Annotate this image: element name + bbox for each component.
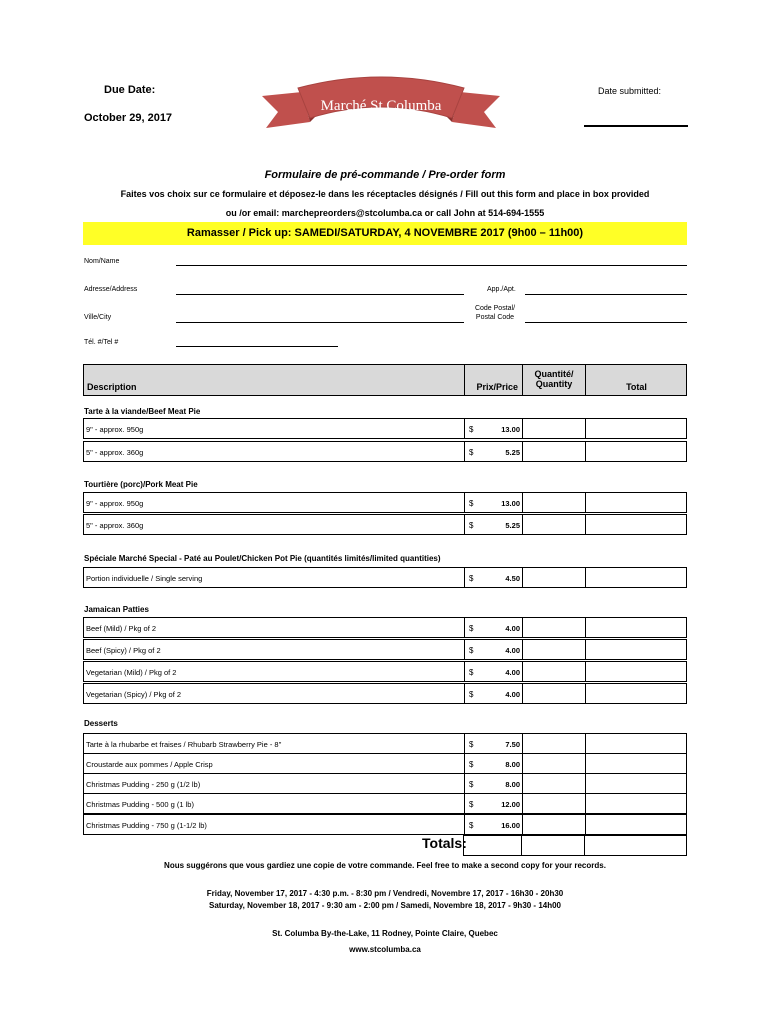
- copy-note: Nous suggérons que vous gardiez une copie de votre commande. Feel free to make a second copy for your records.: [164, 861, 606, 870]
- table-row: [83, 773, 687, 794]
- city-label: Ville/City: [84, 314, 112, 321]
- section-title: Tarte à la viande/Beef Meat Pie: [84, 407, 201, 416]
- currency-sign: $: [469, 425, 474, 434]
- website: www.stcolumba.ca: [349, 945, 421, 954]
- item-description: Vegetarian (Spicy) / Pkg of 2: [86, 690, 182, 699]
- table-row: [83, 793, 687, 814]
- item-description: 5" - approx. 360g: [86, 521, 144, 530]
- quantity-input[interactable]: [523, 734, 585, 753]
- table-row: [83, 492, 687, 513]
- instructions-line-1: Faites vos choix sur ce formulaire et déposez-le dans les réceptacles désignés / Fill out this form and place in box provided: [120, 189, 650, 199]
- item-description: Tarte à la rhubarbe et fraises / Rhubarb Strawberry Pie - 8'': [86, 740, 282, 749]
- quantity-input[interactable]: [523, 684, 585, 703]
- header-quantity-1: Quantité/: [534, 369, 574, 379]
- total-quantity-input[interactable]: [522, 836, 585, 855]
- item-price: 4.00: [505, 646, 520, 655]
- instructions-line-2: ou /or email: marchepreorders@stcolumba.ca or call John at 514-694-1555: [225, 208, 545, 218]
- postal-label-1: Code Postal/: [474, 305, 516, 312]
- currency-sign: $: [469, 690, 474, 699]
- item-price: 4.00: [505, 690, 520, 699]
- quantity-input[interactable]: [523, 493, 585, 512]
- quantity-input[interactable]: [523, 419, 585, 438]
- city-field[interactable]: [176, 322, 464, 323]
- item-description: Christmas Pudding - 250 g (1/2 lb): [86, 780, 201, 789]
- table-row: [83, 661, 687, 682]
- hours-friday: Friday, November 17, 2017 - 4:30 p.m. - 8:30 pm / Vendredi, Novembre 17, 2017 - 16h30 - 20h30: [206, 889, 564, 898]
- table-row: [83, 567, 687, 588]
- item-description: 9" - approx. 950g: [86, 425, 144, 434]
- header-total: Total: [626, 382, 647, 392]
- table-row: [83, 683, 687, 704]
- table-row: [83, 514, 687, 535]
- header-quantity-cell: [522, 365, 585, 395]
- due-date-value: October 29, 2017: [84, 112, 173, 124]
- hours-saturday: Saturday, November 18, 2017 - 9:30 am - 2:00 pm / Samedi, Novembre 18, 2017 - 9h30 - 14h00: [208, 901, 562, 910]
- date-submitted-field[interactable]: [584, 125, 688, 127]
- name-label: Nom/Name: [84, 258, 120, 265]
- header-description: Description: [87, 382, 137, 392]
- grand-total-input[interactable]: [585, 836, 686, 855]
- item-price: 4.00: [505, 668, 520, 677]
- banner-text: Marché St.Columba: [320, 98, 442, 114]
- quantity-input[interactable]: [523, 618, 585, 637]
- table-row: [83, 418, 687, 439]
- quantity-input[interactable]: [523, 815, 585, 834]
- item-description: Beef (Spicy) / Pkg of 2: [86, 646, 161, 655]
- due-date-label: Due Date:: [104, 84, 156, 96]
- item-price: 8.00: [505, 780, 520, 789]
- item-price: 13.00: [501, 425, 520, 434]
- item-description: Beef (Mild) / Pkg of 2: [86, 624, 157, 633]
- header-quantity-2: Quantity: [535, 379, 573, 389]
- currency-sign: $: [469, 668, 474, 677]
- table-header: [83, 364, 687, 396]
- currency-sign: $: [469, 448, 474, 457]
- item-description: Christmas Pudding - 750 g (1-1/2 lb): [86, 821, 207, 830]
- address-field[interactable]: [176, 294, 464, 295]
- table-row: [83, 639, 687, 660]
- currency-sign: $: [469, 624, 474, 633]
- totals-box: [463, 835, 687, 856]
- header-price-cell: [464, 365, 522, 395]
- quantity-input[interactable]: [523, 662, 585, 681]
- item-description: 5" - approx. 360g: [86, 448, 144, 457]
- currency-sign: $: [469, 821, 474, 830]
- marche-banner-logo: [258, 66, 504, 162]
- quantity-input[interactable]: [523, 754, 585, 773]
- item-price: 7.50: [505, 740, 520, 749]
- header-price: Prix/Price: [476, 382, 518, 392]
- item-price: 12.00: [501, 800, 520, 809]
- name-field[interactable]: [176, 265, 687, 266]
- section-title: Tourtière (porc)/Pork Meat Pie: [84, 480, 198, 489]
- quantity-input[interactable]: [523, 640, 585, 659]
- item-price: 4.00: [505, 624, 520, 633]
- item-price: 16.00: [501, 821, 520, 830]
- item-description: Croustarde aux pommes / Apple Crisp: [86, 760, 213, 769]
- section-title: Desserts: [84, 719, 118, 728]
- currency-sign: $: [469, 521, 474, 530]
- table-row: [83, 753, 687, 774]
- item-price: 4.50: [505, 574, 520, 583]
- table-row: [83, 617, 687, 638]
- table-row: [83, 733, 687, 754]
- currency-sign: $: [469, 499, 474, 508]
- item-description: Vegetarian (Mild) / Pkg of 2: [86, 668, 177, 677]
- currency-sign: $: [469, 574, 474, 583]
- quantity-input[interactable]: [523, 794, 585, 813]
- item-description: Christmas Pudding - 500 g (1 lb): [86, 800, 194, 809]
- item-price: 8.00: [505, 760, 520, 769]
- totals-label: Totals:: [422, 835, 467, 851]
- quantity-input[interactable]: [523, 568, 585, 587]
- postal-code-field[interactable]: [525, 322, 687, 323]
- currency-sign: $: [469, 740, 474, 749]
- quantity-input[interactable]: [523, 442, 585, 461]
- item-price: 5.25: [505, 448, 520, 457]
- church-address: St. Columba By-the-Lake, 11 Rodney, Pointe Claire, Quebec: [272, 929, 498, 938]
- section-title: Spéciale Marché Special - Paté au Poulet/Chicken Pot Pie (quantités limités/limited quantities): [84, 554, 441, 563]
- apt-field[interactable]: [525, 294, 687, 295]
- currency-sign: $: [469, 780, 474, 789]
- date-submitted-label: Date submitted:: [598, 86, 662, 96]
- section-title: Jamaican Patties: [84, 605, 149, 614]
- form-title: Formulaire de pré-commande / Pre-order form: [264, 169, 506, 181]
- item-description: Portion individuelle / Single serving: [86, 574, 203, 583]
- item-price: 13.00: [501, 499, 520, 508]
- currency-sign: $: [469, 800, 474, 809]
- item-description: 9" - approx. 950g: [86, 499, 144, 508]
- phone-label: Tél. #/Tel #: [84, 339, 119, 346]
- item-price: 5.25: [505, 521, 520, 530]
- postal-label-2: Postal Code: [475, 314, 515, 321]
- apt-label: App./Apt.: [487, 286, 516, 293]
- currency-sign: $: [469, 760, 474, 769]
- quantity-input[interactable]: [523, 774, 585, 793]
- header-total-cell: [585, 365, 687, 395]
- table-row: [83, 814, 687, 835]
- currency-sign: $: [469, 646, 474, 655]
- address-label: Adresse/Address: [84, 286, 138, 293]
- table-row: [83, 441, 687, 462]
- pickup-banner: Ramasser / Pick up: SAMEDI/SATURDAY, 4 NOVEMBRE 2017 (9h00 – 11h00): [83, 222, 687, 245]
- phone-field[interactable]: [176, 346, 338, 347]
- quantity-input[interactable]: [523, 515, 585, 534]
